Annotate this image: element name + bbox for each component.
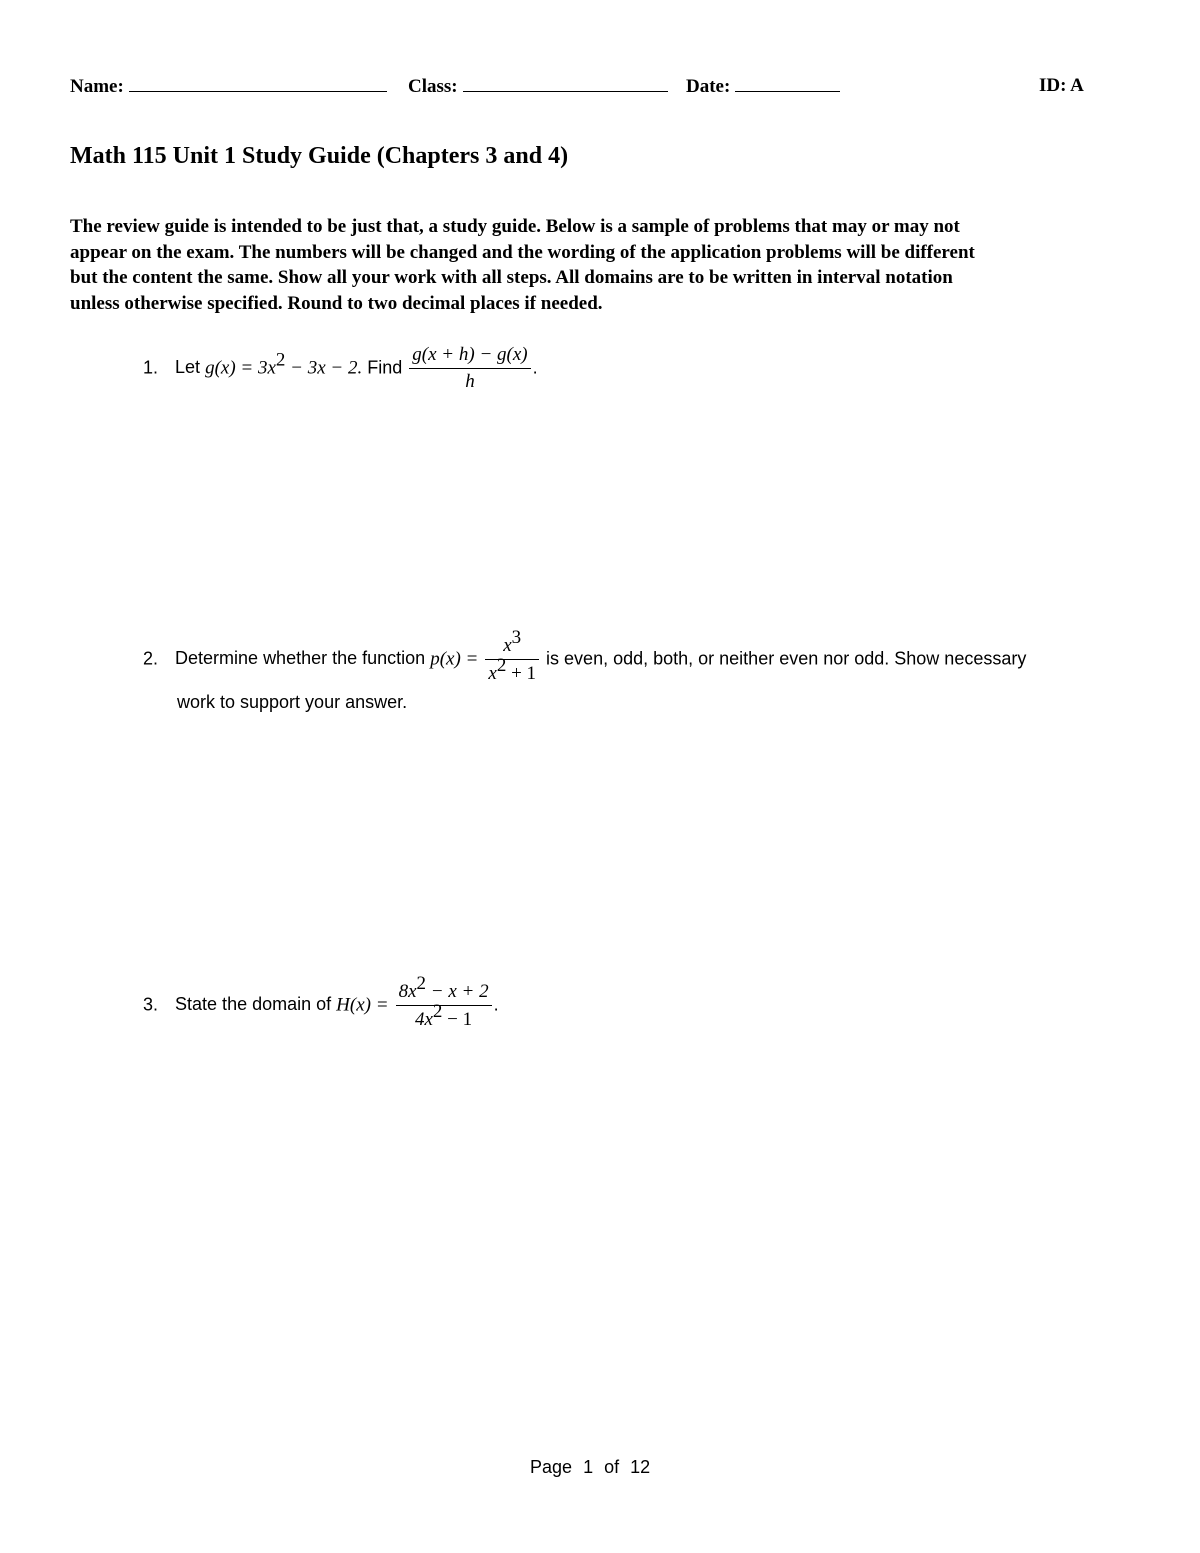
date-blank-line[interactable] <box>735 74 840 92</box>
math-expression: + 1 <box>506 663 537 684</box>
fraction-numerator: g(x + h) − g(x) <box>409 344 530 369</box>
fraction-denominator <box>485 655 539 685</box>
date-field <box>686 74 840 99</box>
exponent: 3 <box>511 627 522 648</box>
math-expression: p(x) = <box>430 648 479 670</box>
fraction-denominator: h <box>465 371 475 392</box>
math-term: 4x <box>414 1009 433 1030</box>
rational-function-fraction <box>396 973 492 1031</box>
math-expression: − 3x − 2. <box>285 357 363 379</box>
name-label: Name: <box>70 76 124 97</box>
intro-line: unless otherwise specified. Round to two decimal places if needed. <box>70 292 603 314</box>
question-1 <box>143 344 538 393</box>
name-field <box>70 74 387 99</box>
name-blank-line[interactable] <box>129 74 387 92</box>
id-label: ID: A <box>1039 75 1084 96</box>
question-number: 2. <box>143 648 159 669</box>
intro-line: The review guide is intended to be just that, a study guide. Below is a sample of problems that may or may not <box>70 216 960 237</box>
class-blank-line[interactable] <box>463 74 668 92</box>
math-term: 8x <box>398 981 417 1002</box>
of-label: of <box>604 1457 620 1477</box>
fraction-numerator <box>396 973 492 1006</box>
page-number: 1 <box>583 1457 594 1477</box>
math-variable: x <box>488 663 497 684</box>
question-text: Determine whether the function <box>175 648 426 669</box>
question-text: State the domain of <box>175 994 332 1015</box>
difference-quotient-fraction <box>409 344 530 393</box>
period: . <box>493 994 499 1015</box>
math-expression: H(x) = <box>336 994 389 1016</box>
math-variable: x <box>503 635 512 656</box>
intro-line: appear on the exam. The numbers will be changed and the wording of the application problems will be different <box>70 241 975 263</box>
exponent: 2 <box>416 973 426 994</box>
date-label: Date: <box>686 76 731 97</box>
function-fraction <box>485 627 539 685</box>
question-3 <box>143 973 499 1031</box>
intro-paragraph <box>70 214 1120 316</box>
fraction-denominator <box>396 1001 492 1031</box>
class-label: Class: <box>408 76 458 97</box>
class-field <box>408 74 668 99</box>
page-footer <box>530 1457 650 1478</box>
page-title: Math 115 Unit 1 Study Guide (Chapters 3 and 4) <box>70 143 569 169</box>
intro-line: but the content the same. Show all your work with all steps. All domains are to be written in interval notation <box>70 267 953 288</box>
total-pages: 12 <box>630 1457 651 1477</box>
math-expression: g(x) = 3x <box>205 357 276 379</box>
math-expression: − x + 2 <box>426 981 489 1002</box>
question-2 <box>143 627 1027 685</box>
exponent: 2 <box>275 349 286 371</box>
question-number: 3. <box>143 994 159 1015</box>
fraction-numerator <box>485 627 539 660</box>
period: . <box>532 357 538 378</box>
question-text: is even, odd, both, or neither even nor odd. Show necessary <box>546 648 1027 669</box>
question-2-line-2: work to support your answer. <box>177 692 408 712</box>
math-expression: − 1 <box>442 1009 473 1030</box>
exponent: 2 <box>432 1001 443 1022</box>
page-label: Page <box>530 1457 573 1477</box>
question-number: 1. <box>143 357 159 378</box>
question-text: Let <box>175 357 201 378</box>
exponent: 2 <box>496 655 507 676</box>
question-text: Find <box>367 357 403 378</box>
